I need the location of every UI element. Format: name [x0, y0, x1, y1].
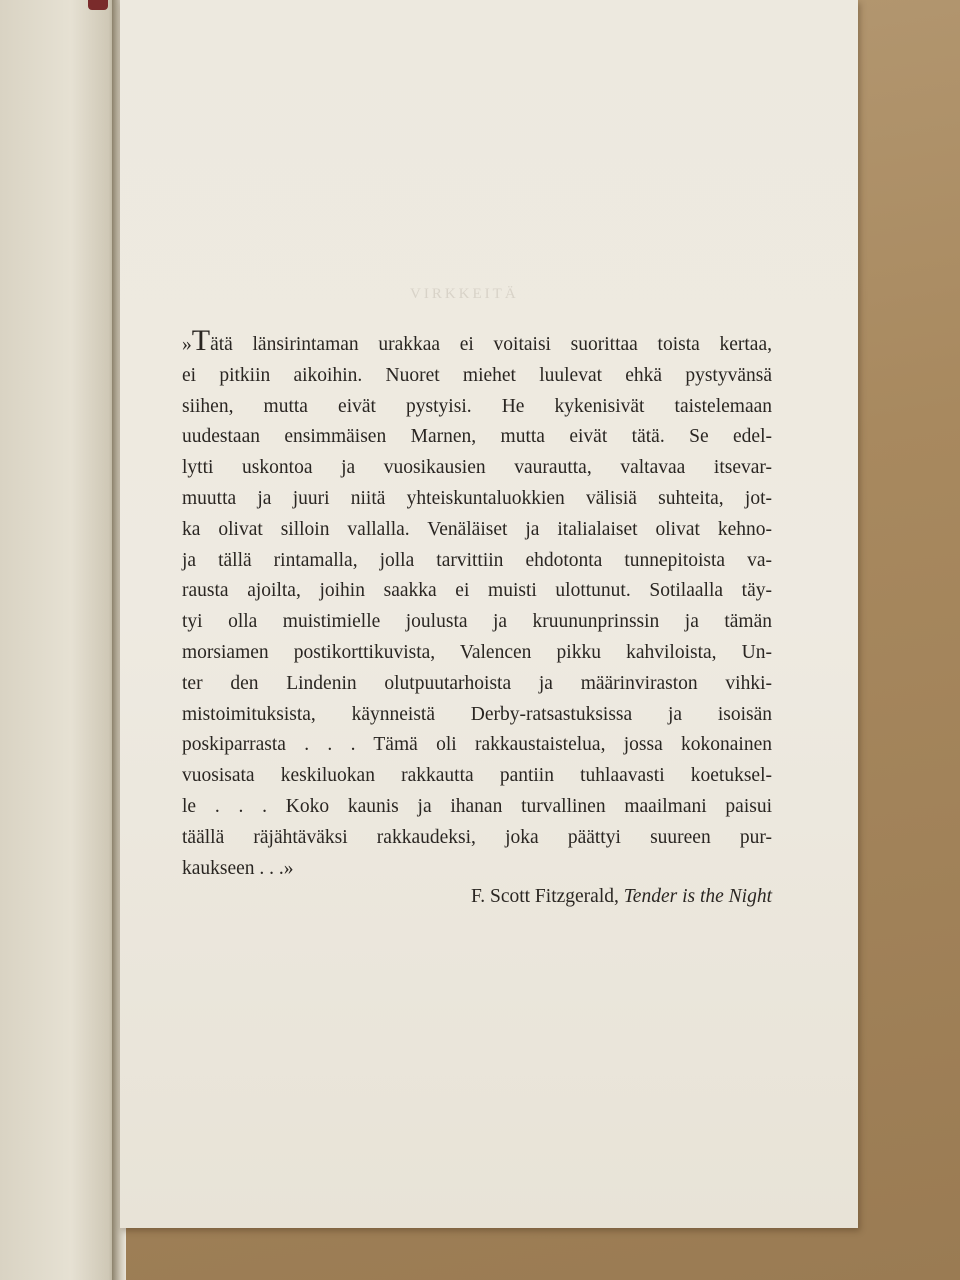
epigraph-line: uudestaan ensimmäisen Marnen, mutta eivät tätä. Se edel-	[182, 426, 772, 448]
epigraph-text	[182, 324, 772, 884]
facing-page	[0, 0, 118, 1280]
epigraph-line: ter den Lindenin olutpuutarhoista ja määrinviraston vihki-	[182, 672, 772, 694]
epigraph-line: vuosisata keskiluokan rakkautta pantiin tuhlaavasti koetuksel-	[182, 765, 772, 787]
attribution-author: F. Scott Fitzgerald,	[470, 886, 619, 908]
epigraph-line: siihen, mutta eivät pystyisi. He kykenisivät taistelemaan	[182, 395, 772, 417]
attribution-title: Tender is the Night	[623, 886, 772, 908]
bookmark-ribbon	[88, 0, 108, 10]
epigraph-line: mistoimituksista, käynneistä Derby-ratsastuksissa ja isoisän	[182, 703, 772, 725]
epigraph-line: poskiparrasta . . . Tämä oli rakkaustaistelua, jossa kokonainen	[182, 734, 772, 756]
attribution	[182, 886, 772, 908]
epigraph-line: ja tällä rintamalla, jolla tarvittiin ehdotonta tunnepitoista va-	[182, 549, 772, 571]
drop-cap: T	[191, 324, 211, 357]
epigraph-line: ei pitkiin aikoihin. Nuoret miehet luulevat ehkä pystyvänsä	[182, 364, 772, 386]
book-page	[120, 0, 858, 1228]
epigraph-line: rausta ajoilta, joihin saakka ei muisti ulottunut. Sotilaalla täy-	[182, 580, 772, 602]
epigraph-line: morsiamen postikorttikuvista, Valencen pikku kahviloista, Un-	[182, 641, 772, 663]
epigraph-line: lytti uskontoa ja vuosikausien vaurautta, valtavaa itsevar-	[182, 457, 772, 479]
epigraph-line: muutta ja juuri niitä yhteiskuntaluokkien välisiä suhteita, jot-	[182, 487, 772, 509]
faint-heading: VIRKKEITÄ	[410, 286, 519, 302]
epigraph-line: ka olivat silloin vallalla. Venäläiset ja italialaiset olivat kehno-	[182, 518, 772, 540]
epigraph-line-text: ätä länsirintaman urakkaa ei voitaisi suorittaa toista kertaa,	[210, 334, 772, 355]
epigraph-line: tyi olla muistimielle joulusta ja kruununprinssin ja tämän	[182, 611, 772, 633]
epigraph-block	[182, 324, 772, 908]
open-quote: »	[182, 334, 192, 355]
epigraph-line: täällä räjähtäväksi rakkaudeksi, joka päättyi suureen pur-	[182, 826, 772, 848]
epigraph-line	[182, 324, 772, 361]
epigraph-line: kaukseen . . .»	[182, 857, 294, 879]
epigraph-line: le . . . Koko kaunis ja ihanan turvallinen maailmani paisui	[182, 795, 772, 817]
